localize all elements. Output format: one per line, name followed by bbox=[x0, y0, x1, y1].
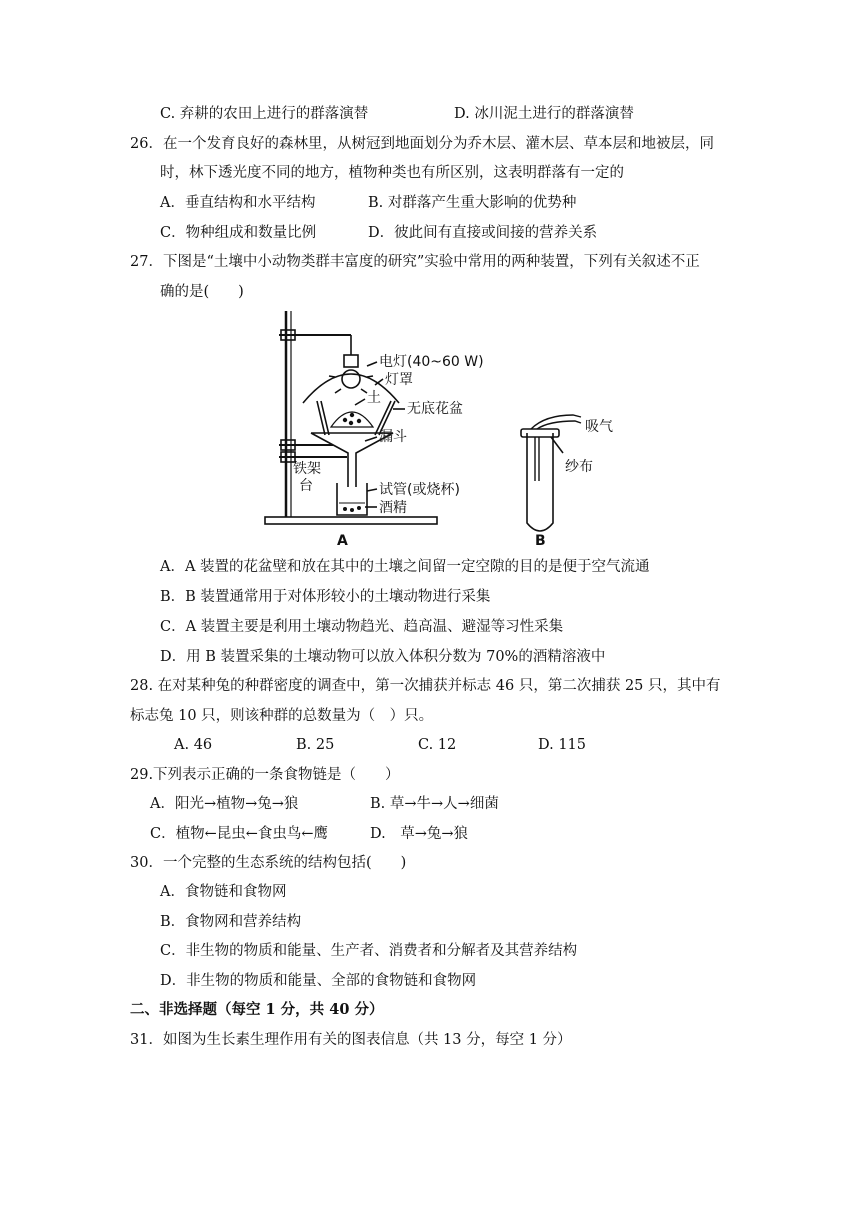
label-stand-1: 铁架 bbox=[293, 461, 321, 477]
lamp-socket bbox=[344, 355, 358, 367]
q26-option-b: B. 对群落产生重大影响的优势种 bbox=[368, 195, 577, 211]
q28-option-a: A. 46 bbox=[174, 737, 213, 753]
q30-option-b: B．食物网和营养结构 bbox=[160, 914, 302, 930]
option-c: C. 弃耕的农田上进行的群落演替 bbox=[160, 106, 369, 122]
q27-option-d: D．用 B 装置采集的土壤动物可以放入体积分数为 70%的酒精溶液中 bbox=[160, 649, 606, 665]
label-lamp: 电灯(40~60 W) bbox=[379, 354, 484, 370]
aspirator-tube bbox=[527, 433, 553, 531]
label-tube: 试管(或烧杯) bbox=[379, 482, 460, 498]
label-apparatus-a: A bbox=[337, 533, 348, 549]
q26-option-c: C．物种组成和数量比例 bbox=[160, 225, 317, 241]
q29-stem: 29.下列表示正确的一条食物链是（ ） bbox=[130, 767, 400, 783]
q27-stem-line2: 确的是( ) bbox=[160, 284, 244, 300]
q28-stem-line1: 28. 在对某种兔的种群密度的调查中，第一次捕获并标志 46 只，第二次捕获 25 只，其中有 bbox=[130, 678, 721, 694]
q30-option-d: D．非生物的物质和能量、全部的食物链和食物网 bbox=[160, 973, 477, 989]
stand-base bbox=[265, 517, 437, 524]
q27-option-b: B．B 装置通常用于对体形较小的土壤动物进行采集 bbox=[160, 589, 491, 605]
q29-option-d: D. 草→兔→狼 bbox=[370, 826, 469, 842]
option-d: D. 冰川泥土进行的群落演替 bbox=[454, 106, 634, 122]
q27-option-a: A．A 装置的花盆壁和放在其中的土壤之间留一定空隙的目的是便于空气流通 bbox=[160, 559, 650, 575]
bulb-icon bbox=[342, 370, 360, 388]
q29-option-b: B. 草→牛→人→细菌 bbox=[370, 796, 499, 812]
label-soil: 土 bbox=[367, 390, 381, 406]
label-pot: 无底花盆 bbox=[407, 401, 463, 417]
q30-option-c: C．非生物的物质和能量、生产者、消费者和分解者及其营养结构 bbox=[160, 943, 578, 959]
q26-stem-line1: 26．在一个发育良好的森林里，从树冠到地面划分为乔木层、灌木层、草本层和地被层，同 bbox=[130, 136, 714, 152]
label-apparatus-b: B bbox=[535, 533, 546, 549]
label-gauze: 纱布 bbox=[565, 459, 593, 475]
apparatus-figure bbox=[255, 305, 655, 550]
q30-stem: 30．一个完整的生态系统的结构包括( ) bbox=[130, 855, 407, 871]
label-funnel: 漏斗 bbox=[379, 429, 407, 445]
q28-option-b: B. 25 bbox=[296, 737, 335, 753]
q29-option-a: A．阳光→植物→兔→狼 bbox=[150, 796, 299, 812]
q27-option-c: C．A 装置主要是利用土壤动物趋光、趋高温、避湿等习性采集 bbox=[160, 619, 564, 635]
label-shade: 灯罩 bbox=[385, 372, 413, 388]
label-alcohol: 酒精 bbox=[379, 500, 407, 516]
q26-option-d: D．彼此间有直接或间接的营养关系 bbox=[368, 225, 598, 241]
q28-option-d: D. 115 bbox=[538, 737, 587, 753]
label-suck: 吸气 bbox=[585, 419, 613, 435]
q31-stem: 31．如图为生长素生理作用有关的图表信息（共 13 分，每空 1 分） bbox=[130, 1032, 572, 1048]
q27-stem-line1: 27．下图是“土壤中小动物类群丰富度的研究”实验中常用的两种装置，下列有关叙述不正 bbox=[130, 254, 700, 270]
q28-option-c: C. 12 bbox=[418, 737, 457, 753]
q28-stem-line2: 标志兔 10 只，则该种群的总数量为（ ）只。 bbox=[130, 708, 434, 724]
section-heading: 二、非选择题（每空 1 分，共 40 分） bbox=[130, 1001, 384, 1018]
q26-stem-line2: 时，林下透光度不同的地方，植物种类也有所区别，这表明群落有一定的 bbox=[160, 165, 624, 181]
q26-option-a: A．垂直结构和水平结构 bbox=[160, 195, 316, 211]
q29-option-c: C．植物←昆虫←食虫鸟←鹰 bbox=[150, 826, 329, 842]
label-stand-2: 台 bbox=[299, 478, 313, 494]
q30-option-a: A．食物链和食物网 bbox=[160, 884, 287, 900]
